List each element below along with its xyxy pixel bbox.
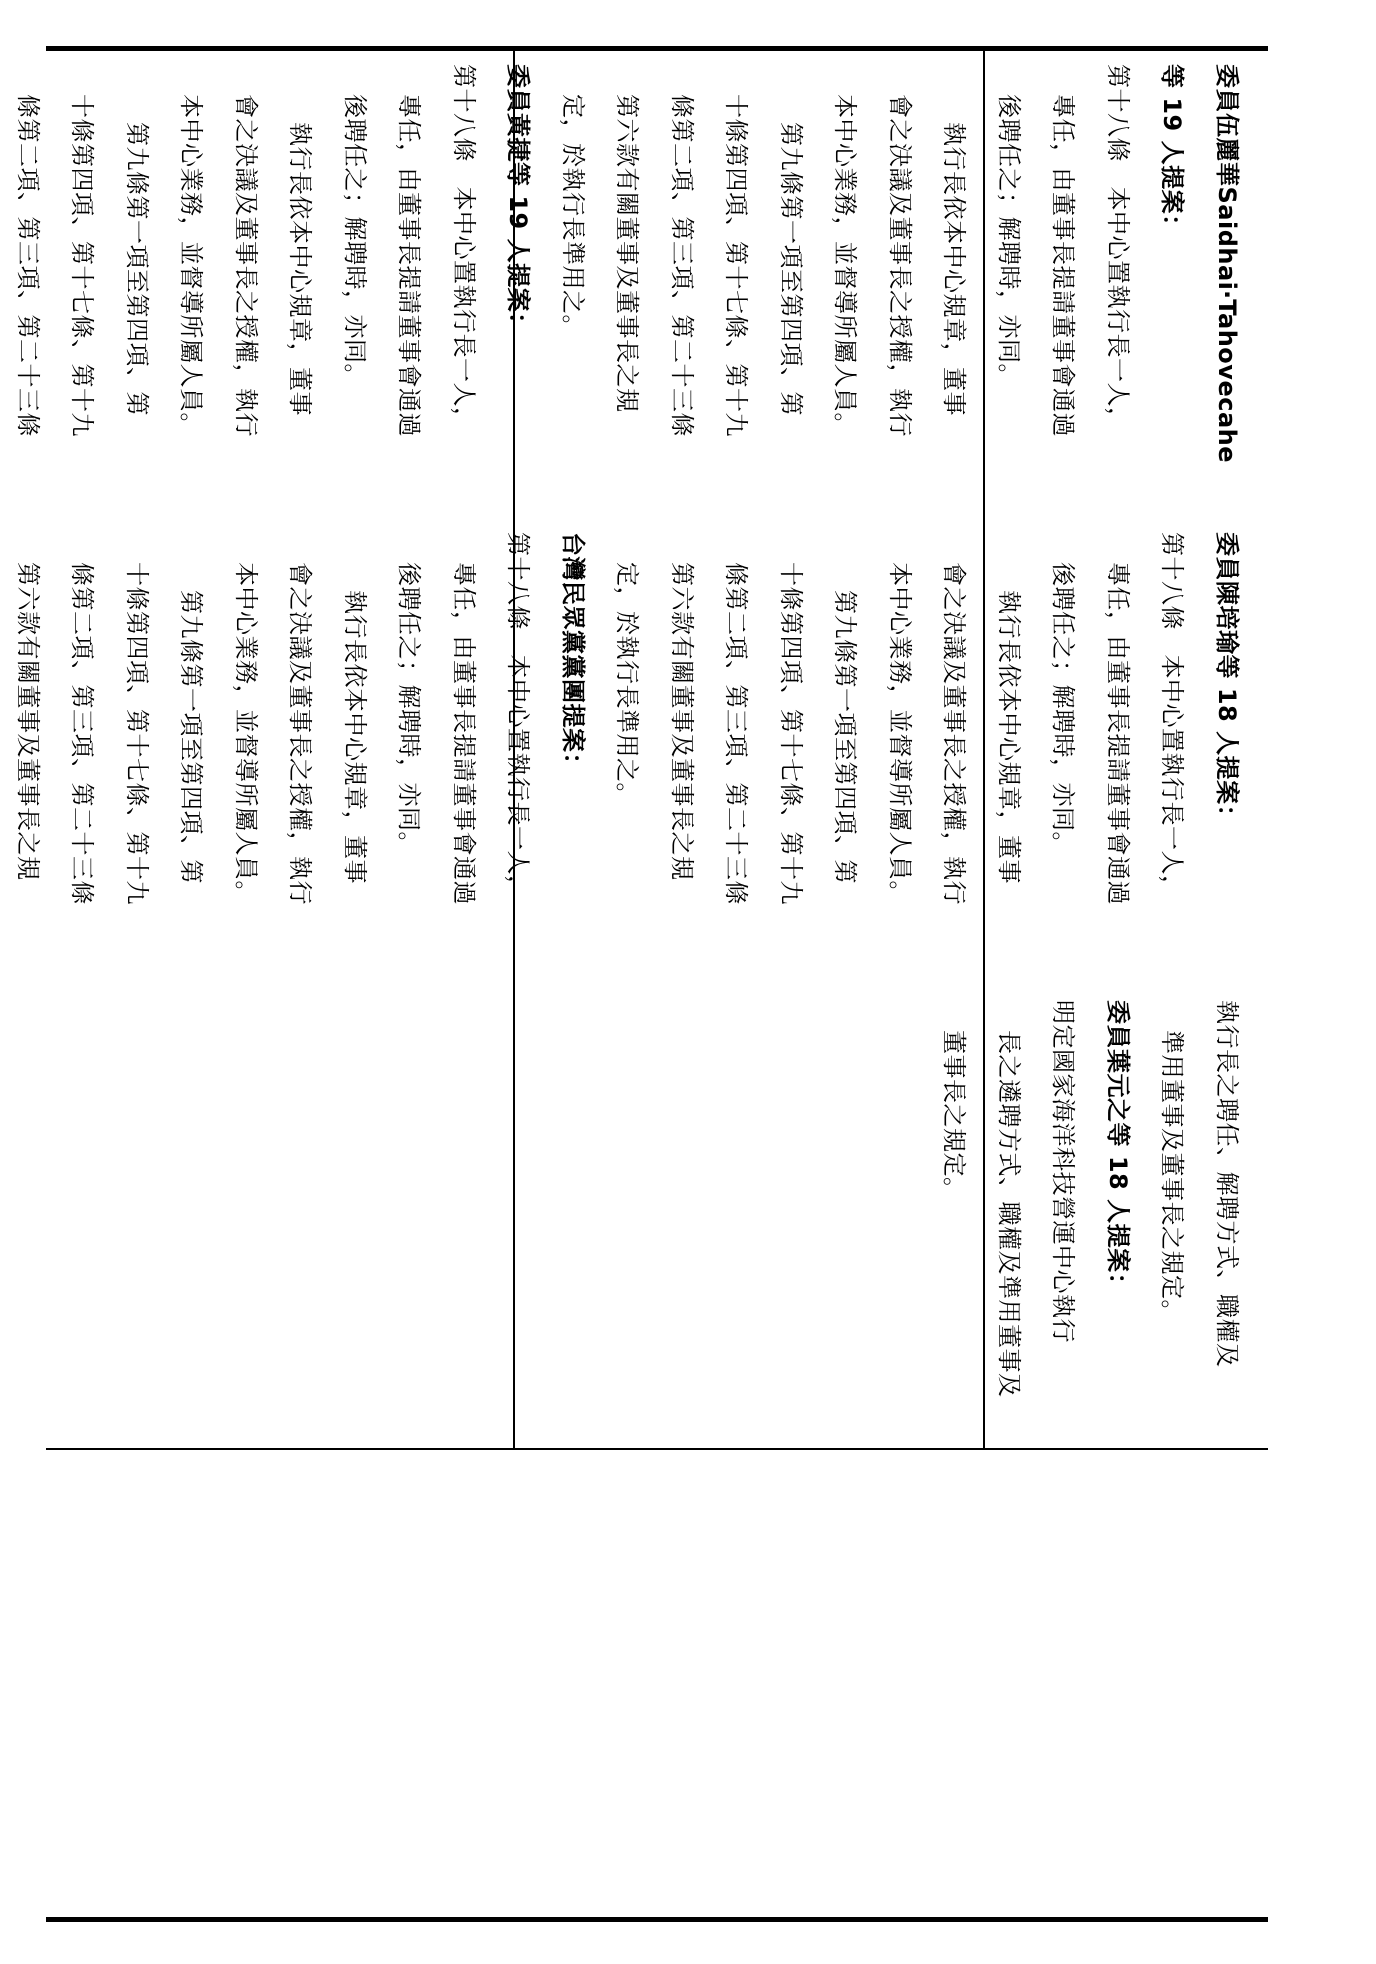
text-line: 本中心業務，並督導所屬人員。 [886, 562, 914, 905]
proposal-heading: 等 19 人提案： [1158, 64, 1187, 239]
text-line: 條第二項、第三項、第二十三條 [668, 94, 696, 437]
table-bottom-rule [46, 1448, 1268, 1450]
text-line: 準用董事及董事長之規定。 [1158, 1030, 1187, 1324]
text-line: 第六款有關董事及董事長之規 [668, 562, 696, 881]
text-line: 專任，由董事長提請董事會通過 [450, 562, 478, 905]
text-line: 第六款有關董事及董事長之規 [613, 94, 642, 413]
text-line: 會之決議及董事長之授權，執行 [886, 94, 914, 437]
text-line: 執行長依本中心規章，董事 [286, 122, 315, 416]
text-line: 條第二項、第三項、第二十三條 [68, 562, 97, 905]
text-line: 第六款有關董事及董事長之規 [14, 562, 42, 881]
text-line: 會之決議及董事長之授權，執行 [940, 562, 969, 905]
proposal-heading: 台灣民眾黨黨團提案： [559, 532, 587, 777]
text-line: 十條第四項、第十七條、第十九 [68, 94, 97, 437]
text-line: 執行長之聘任、解聘方式、職權及 [1213, 1000, 1241, 1368]
text-line: 第十八條 本中心置執行長一人， [504, 532, 533, 900]
text-line: 本中心業務，並督導所屬人員。 [177, 94, 206, 437]
text-line: 專任，由董事長提請董事會通過 [1104, 562, 1132, 905]
column-proposals-wu-huang [14, 50, 1268, 518]
text-line: 後聘任之；解聘時，亦同。 [341, 94, 369, 388]
text-line: 執行長依本中心規章，董事 [995, 590, 1023, 884]
proposal-heading: 委員黃捷等 19 人提案： [504, 64, 533, 337]
text-line: 後聘任之；解聘時，亦同。 [395, 562, 424, 856]
rotated-table [14, 50, 1268, 1448]
text-line: 專任，由董事長提請董事會通過 [1049, 94, 1078, 437]
text-line: 本中心業務，並督導所屬人員。 [831, 94, 860, 437]
text-line: 第九條第一項至第四項、第 [177, 590, 206, 884]
text-line: 條第二項、第三項、第二十三條 [722, 562, 751, 905]
text-line: 會之決議及董事長之授權，執行 [232, 94, 260, 437]
text-line: 定，於執行長準用之。 [559, 94, 587, 339]
text-line: 第九條第一項至第四項、第 [777, 122, 805, 416]
text-line: 第十八條 本中心置執行長一人， [1158, 532, 1187, 900]
text-line: 明定國家海洋科技營運中心執行 [1049, 1000, 1078, 1343]
text-line: 定，於執行長準用之。 [613, 562, 642, 807]
text-line: 專任，由董事長提請董事會通過 [395, 94, 424, 437]
text-line: 本中心業務，並督導所屬人員。 [232, 562, 260, 905]
text-line: 會之決議及董事長之授權，執行 [286, 562, 315, 905]
page-bottom-rule [46, 1917, 1268, 1922]
text-line: 條第二項、第三項、第二十三條 [14, 94, 42, 437]
text-line: 後聘任之；解聘時，亦同。 [1049, 562, 1078, 856]
text-line: 第十八條 本中心置執行長一人， [450, 64, 478, 432]
proposal-heading: 委員陳培瑜等 18 人提案： [1213, 532, 1241, 830]
column-proposals-chen-tpp [14, 518, 1268, 986]
text-line: 長之遴聘方式、職權及準用董事及 [995, 1030, 1023, 1398]
text-line: 第九條第一項至第四項、第 [831, 590, 860, 884]
text-line: 十條第四項、第十七條、第十九 [777, 562, 805, 905]
text-line: 執行長依本中心規章，董事 [940, 122, 969, 416]
proposal-heading: 委員伍麗華Saidhai‧Tahovecahe [1213, 64, 1241, 464]
text-line: 董事長之規定。 [940, 1030, 969, 1202]
text-line: 十條第四項、第十七條、第十九 [123, 562, 151, 905]
text-line: 後聘任之；解聘時，亦同。 [995, 94, 1023, 388]
text-line: 第九條第一項至第四項、第 [123, 122, 151, 416]
text-line: 執行長依本中心規章，董事 [341, 590, 369, 884]
text-line: 十條第四項、第十七條、第十九 [722, 94, 751, 437]
proposal-heading: 委員葉元之等 18 人提案： [1104, 1000, 1132, 1298]
column-explanation [46, 986, 1268, 1448]
text-line: 第十八條 本中心置執行長一人， [1104, 64, 1132, 432]
